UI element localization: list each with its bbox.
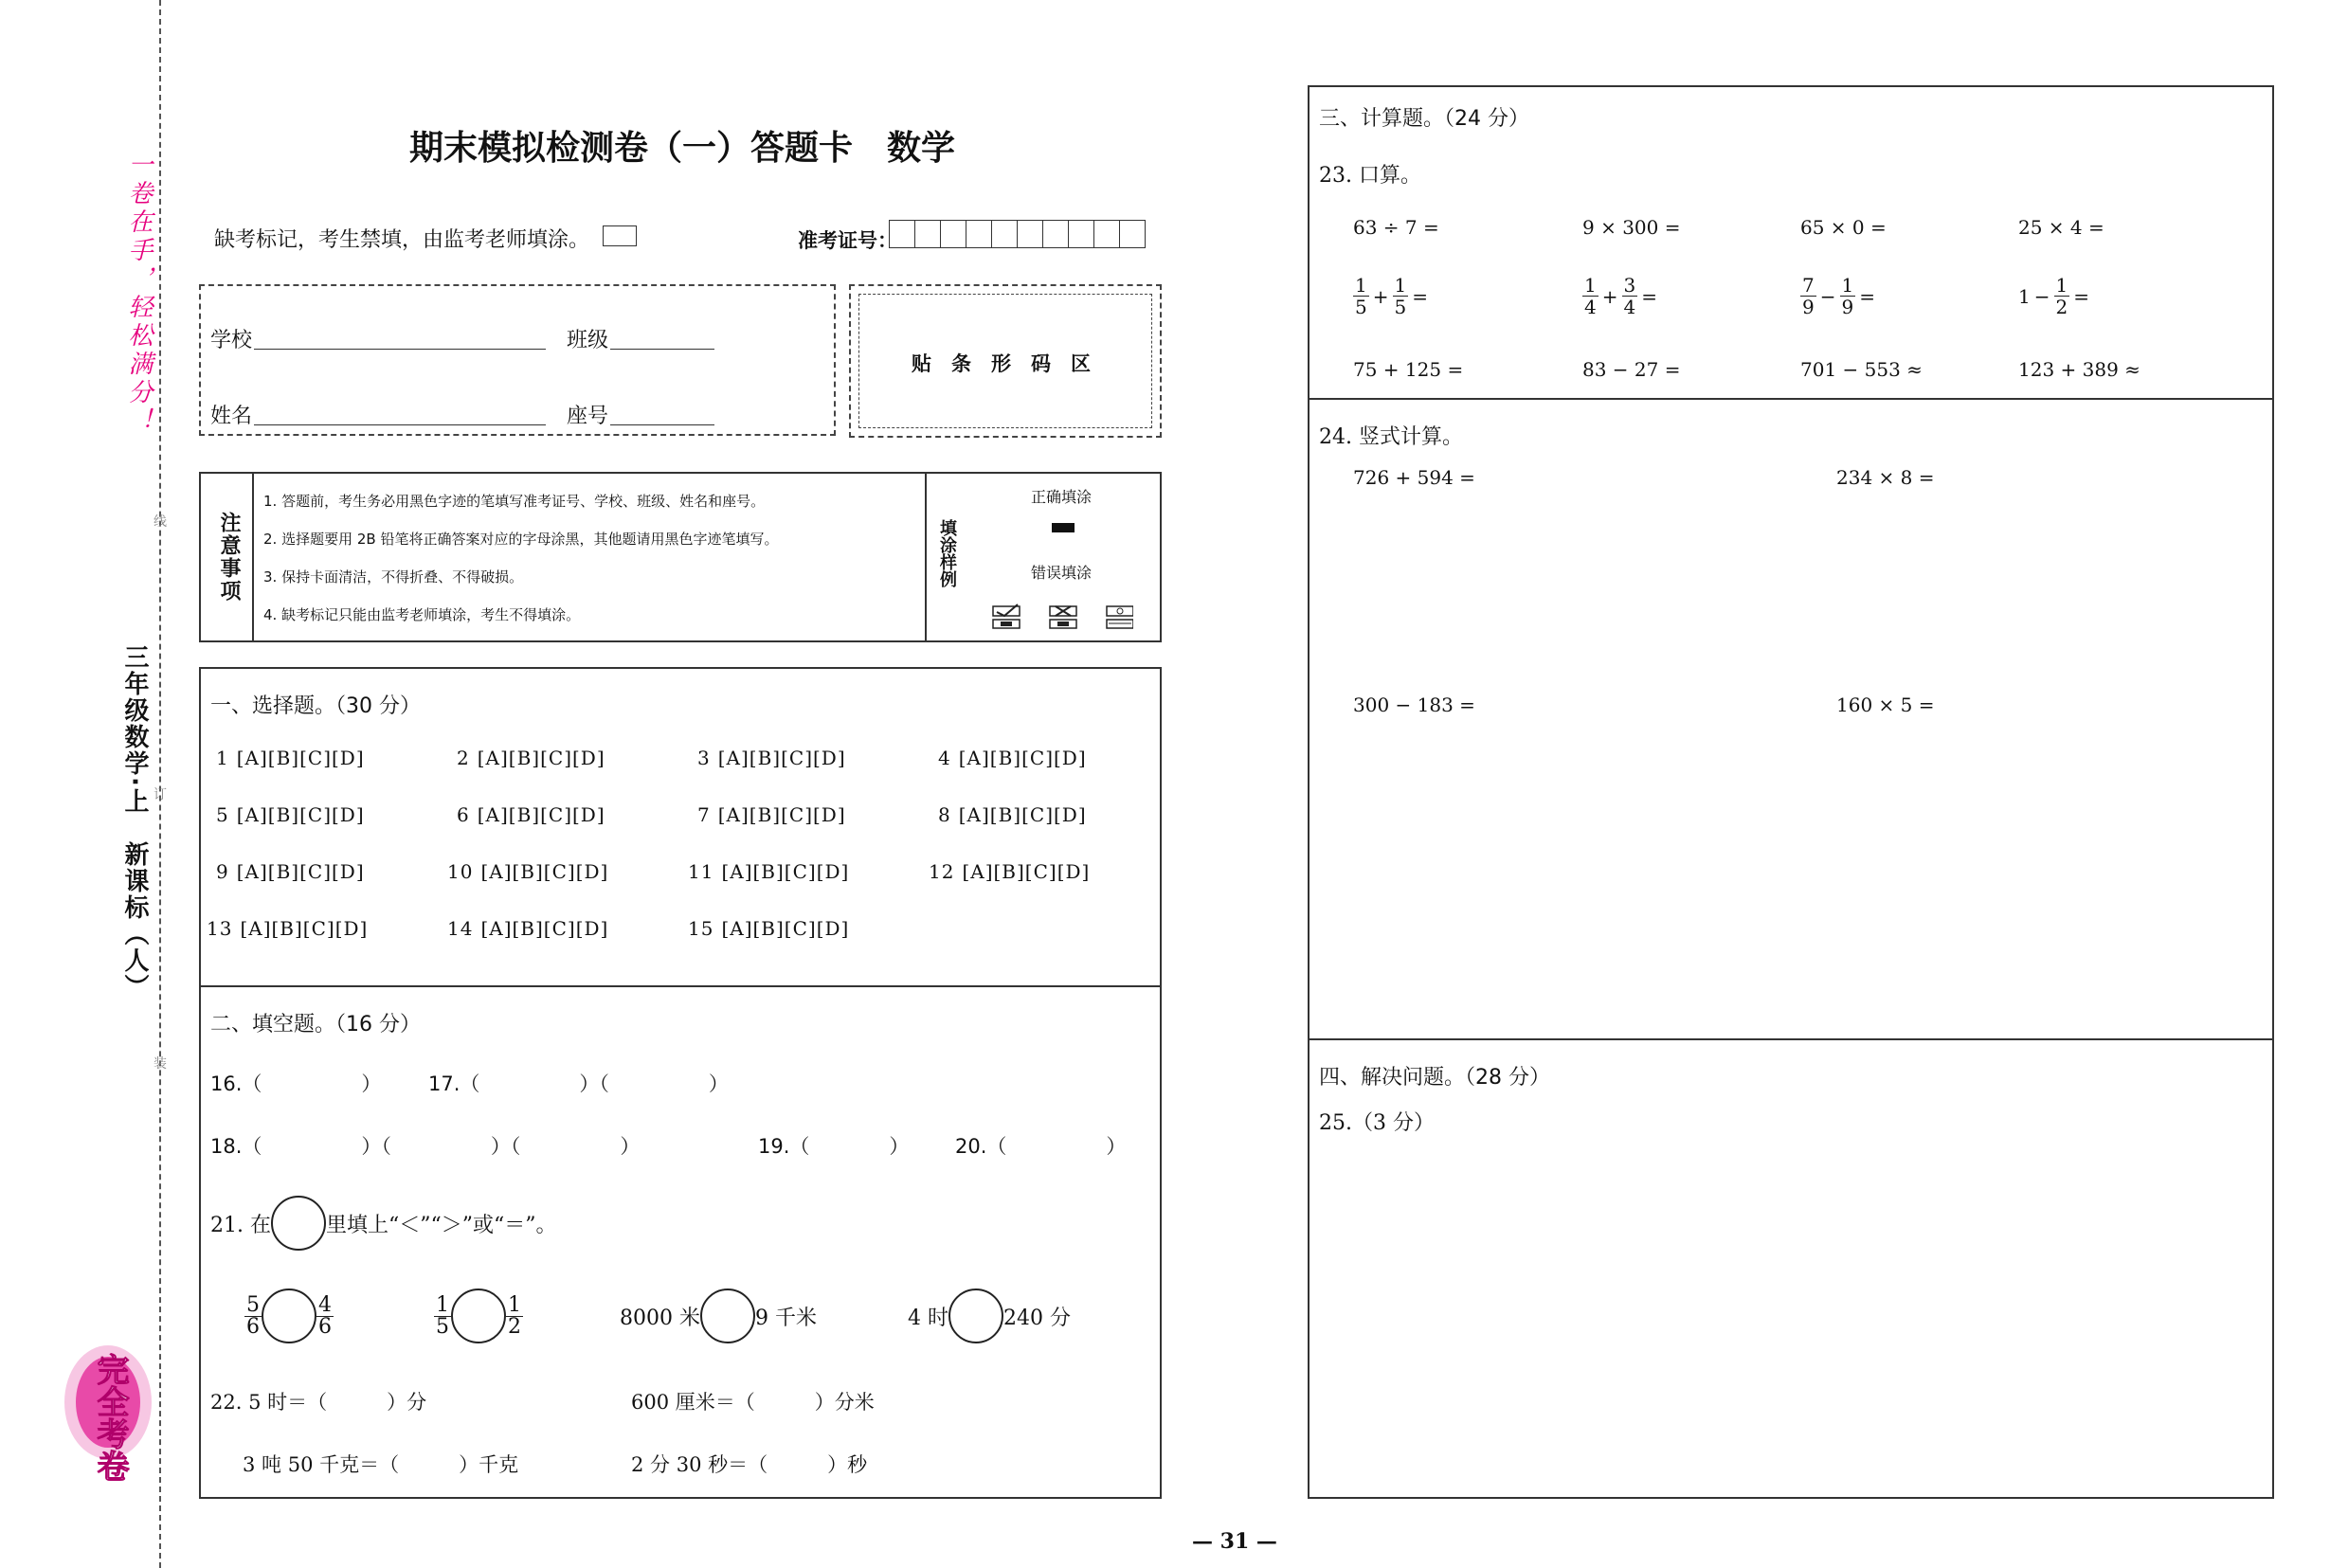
choice-number: 6 — [457, 803, 470, 826]
calc-r1-4[interactable]: 25 × 4 = — [2018, 216, 2104, 239]
exam-id-cells[interactable] — [889, 220, 1147, 250]
fraction: 1 2 — [508, 1292, 521, 1339]
vertical-calc-1[interactable]: 726 + 594 = — [1353, 466, 1475, 489]
choice-number: 3 — [697, 747, 711, 769]
choice-item-12[interactable] — [929, 860, 1090, 883]
calc-r2-1[interactable]: 1 5 + $\frac{1}{5}$ = — [1355, 274, 1428, 318]
vertical-calc-3[interactable]: 300 − 183 = — [1353, 694, 1475, 716]
vertical-calc-4[interactable]: 160 × 5 = — [1836, 694, 1935, 716]
choice-options[interactable]: [A][B][C][D] — [717, 747, 846, 769]
q21-item-4[interactable]: 4 时 240 分 — [908, 1289, 1071, 1343]
choice-options[interactable]: [A][B][C][D] — [236, 747, 365, 769]
choice-options[interactable]: [A][B][C][D] — [477, 803, 605, 826]
notice-item-4: 4. 缺考标记只能由监考老师填涂，考生不得填涂。 — [263, 606, 581, 623]
choice-options[interactable]: [A][B][C][D] — [958, 747, 1087, 769]
calc-r3-3[interactable]: 701 − 553 ≈ — [1800, 358, 1923, 381]
wrong-fill-samples — [991, 603, 1133, 631]
calc-r2-2[interactable]: 1 4 + $\frac{3}{4}$ = — [1584, 274, 1657, 318]
seat-field[interactable] — [610, 424, 714, 425]
choice-item-2[interactable] — [457, 747, 605, 769]
q22-b[interactable]: 600 厘米＝（ ）分米 — [631, 1391, 875, 1414]
slogan: 一卷在手，轻松满分！ — [124, 152, 153, 436]
calc-r2-3[interactable]: 7 9 − $\frac{1}{9}$ = — [1802, 274, 1875, 318]
calc-r1-1[interactable]: 63 ÷ 7 = — [1353, 216, 1439, 239]
calc-r3-1[interactable]: 75 + 125 = — [1353, 358, 1464, 381]
compare-circle-icon[interactable] — [948, 1289, 1003, 1343]
choice-number: 15 — [688, 917, 714, 940]
choice-number: 8 — [938, 803, 951, 826]
q22-d[interactable]: 2 分 30 秒＝（ ）秒 — [631, 1453, 868, 1476]
page-title: 期末模拟检测卷（一）答题卡 数学 — [409, 128, 956, 168]
absence-checkbox[interactable] — [603, 225, 637, 246]
choice-item-4[interactable] — [938, 747, 1087, 769]
wrong-fill-label: 错误填涂 — [1031, 564, 1093, 582]
choice-options[interactable]: [A][B][C][D] — [236, 803, 365, 826]
choice-item-1[interactable] — [216, 747, 365, 769]
choice-item-7[interactable] — [697, 803, 846, 826]
exam-id-label: 准考证号： — [798, 229, 897, 252]
choice-options[interactable]: [A][B][C][D] — [962, 860, 1091, 883]
sample-title: 填涂样例 — [937, 519, 957, 587]
calc-r1-3[interactable]: 65 × 0 = — [1800, 216, 1887, 239]
notice-item-3: 3. 保持卡面清洁，不得折叠、不得破损。 — [263, 568, 524, 586]
sample-divider — [925, 472, 927, 642]
book-label: 三年级数学·上 新课标（人） — [120, 644, 149, 1000]
q21-item-2[interactable] — [434, 1289, 523, 1343]
q22-c[interactable]: 3 吨 50 千克＝（ ）千克 — [243, 1453, 519, 1476]
vertical-calc-2[interactable]: 234 × 8 = — [1836, 466, 1935, 489]
q23-divider — [1308, 398, 2274, 400]
q21-post: 里填上“＜”“＞”或“＝”。 — [325, 1213, 557, 1237]
section2-title: 二、填空题。（16 分） — [210, 1013, 421, 1036]
choice-number: 12 — [929, 860, 955, 883]
school-label: 学校 — [210, 329, 253, 352]
choice-options[interactable]: [A][B][C][D] — [717, 803, 846, 826]
choice-number: 1 — [216, 747, 229, 769]
q22-a[interactable]: 22. 5 时＝（ ）分 — [210, 1391, 427, 1414]
binding-mark-line: 线 — [154, 514, 167, 530]
choice-options[interactable]: [A][B][C][D] — [240, 917, 369, 940]
barcode-label: 贴 条 形 码 区 — [912, 352, 1091, 375]
q17-blanks[interactable]: 17.（ ）（ ） — [428, 1072, 729, 1095]
section4-divider — [1308, 1038, 2274, 1040]
binding-mark-order: 订 — [154, 787, 167, 802]
calc-r3-2[interactable]: 83 − 27 = — [1582, 358, 1681, 381]
choice-options[interactable]: [A][B][C][D] — [958, 803, 1087, 826]
correct-fill-sample — [1052, 523, 1075, 532]
choice-item-14[interactable] — [447, 917, 608, 940]
section4-title: 四、解决问题。（28 分） — [1319, 1066, 1550, 1090]
q21-stem — [210, 1196, 556, 1251]
choice-options[interactable]: [A][B][C][D] — [480, 917, 609, 940]
choice-number: 4 — [938, 747, 951, 769]
choice-number: 9 — [216, 860, 229, 883]
binding-mark-bind: 装 — [154, 1056, 167, 1072]
school-field[interactable] — [254, 349, 546, 350]
wrong-fill-icon — [991, 603, 1133, 631]
correct-fill-label: 正确填涂 — [1031, 488, 1093, 506]
q24-label: 24. 竖式计算。 — [1319, 425, 1463, 449]
class-field[interactable] — [610, 349, 714, 350]
choice-options[interactable]: [A][B][C][D] — [721, 917, 850, 940]
choice-number: 13 — [207, 917, 233, 940]
choice-options[interactable]: [A][B][C][D] — [480, 860, 609, 883]
q19-blank[interactable]: 19.（ ） — [758, 1135, 910, 1158]
choice-number: 10 — [447, 860, 474, 883]
calc-r3-4[interactable]: 123 + 389 ≈ — [2018, 358, 2140, 381]
right-answer-box — [1308, 85, 2274, 1499]
class-label: 班级 — [567, 329, 609, 352]
choice-item-10[interactable] — [447, 860, 608, 883]
compare-circle-icon[interactable] — [700, 1289, 755, 1343]
choice-item-9[interactable] — [216, 860, 365, 883]
notice-divider — [252, 472, 254, 642]
name-label: 姓名 — [210, 405, 253, 428]
compare-circle-icon[interactable] — [262, 1289, 316, 1343]
notice-title: 注意事项 — [217, 512, 241, 603]
choice-number: 14 — [447, 917, 474, 940]
calc-r1-2[interactable]: 9 × 300 = — [1582, 216, 1681, 239]
q21-item-1[interactable] — [244, 1289, 334, 1343]
q18-blanks[interactable]: 18.（ ）（ ）（ ） — [210, 1135, 641, 1158]
choice-number: 11 — [688, 860, 714, 883]
absence-note: 缺考标记，考生禁填，由监考老师填涂。 — [214, 228, 590, 252]
calc-r2-4[interactable]: 1 − $\frac{1}{2}$ = — [2018, 274, 2089, 318]
q25-label[interactable]: 25.（3 分） — [1319, 1111, 1435, 1135]
q16-blank[interactable]: 16.（ ） — [210, 1072, 382, 1095]
seat-label: 座号 — [567, 405, 609, 428]
compare-circle-icon[interactable] — [451, 1289, 506, 1343]
choice-item-13[interactable] — [207, 917, 368, 940]
choice-item-15[interactable] — [688, 917, 849, 940]
choice-options[interactable]: [A][B][C][D] — [236, 860, 365, 883]
choice-number: 7 — [697, 803, 711, 826]
choice-options[interactable]: [A][B][C][D] — [477, 747, 605, 769]
section1-title: 一、选择题。（30 分） — [210, 694, 421, 718]
q23-label: 23. 口算。 — [1319, 164, 1421, 188]
notice-item-2: 2. 选择题要用 2B 铅笔将正确答案对应的字母涂黑，其他题请用黑色字迹笔填写。 — [263, 531, 779, 548]
choice-item-6[interactable] — [457, 803, 605, 826]
compare-circle-icon — [271, 1196, 326, 1251]
fraction: 4 6 — [318, 1292, 332, 1339]
choice-item-5[interactable] — [216, 803, 365, 826]
page-number: — 31 — — [1192, 1529, 1277, 1554]
q21-pre: 21. 在 — [210, 1213, 271, 1237]
name-field[interactable] — [254, 424, 546, 425]
notice-item-1: 1. 答题前，考生务必用黑色字迹的笔填写准考证号、学校、班级、姓名和座号。 — [263, 493, 766, 510]
choice-item-11[interactable] — [688, 860, 849, 883]
fraction: 5 6 — [246, 1292, 260, 1339]
brand-logo — [63, 1345, 154, 1487]
student-info-box — [199, 284, 836, 436]
choice-item-3[interactable] — [697, 747, 846, 769]
choice-item-8[interactable] — [938, 803, 1087, 826]
q20-blank[interactable]: 20.（ ） — [955, 1135, 1127, 1158]
choice-number: 2 — [457, 747, 470, 769]
choice-options[interactable]: [A][B][C][D] — [721, 860, 850, 883]
fraction: 1 5 — [436, 1292, 449, 1339]
choice-number: 5 — [216, 803, 229, 826]
brand-logo-text: 完全考卷 — [91, 1353, 129, 1482]
section-divider — [199, 985, 1162, 987]
q21-item-3[interactable]: 8000 米 9 千米 — [620, 1289, 817, 1343]
section3-title: 三、计算题。（24 分） — [1319, 107, 1529, 131]
